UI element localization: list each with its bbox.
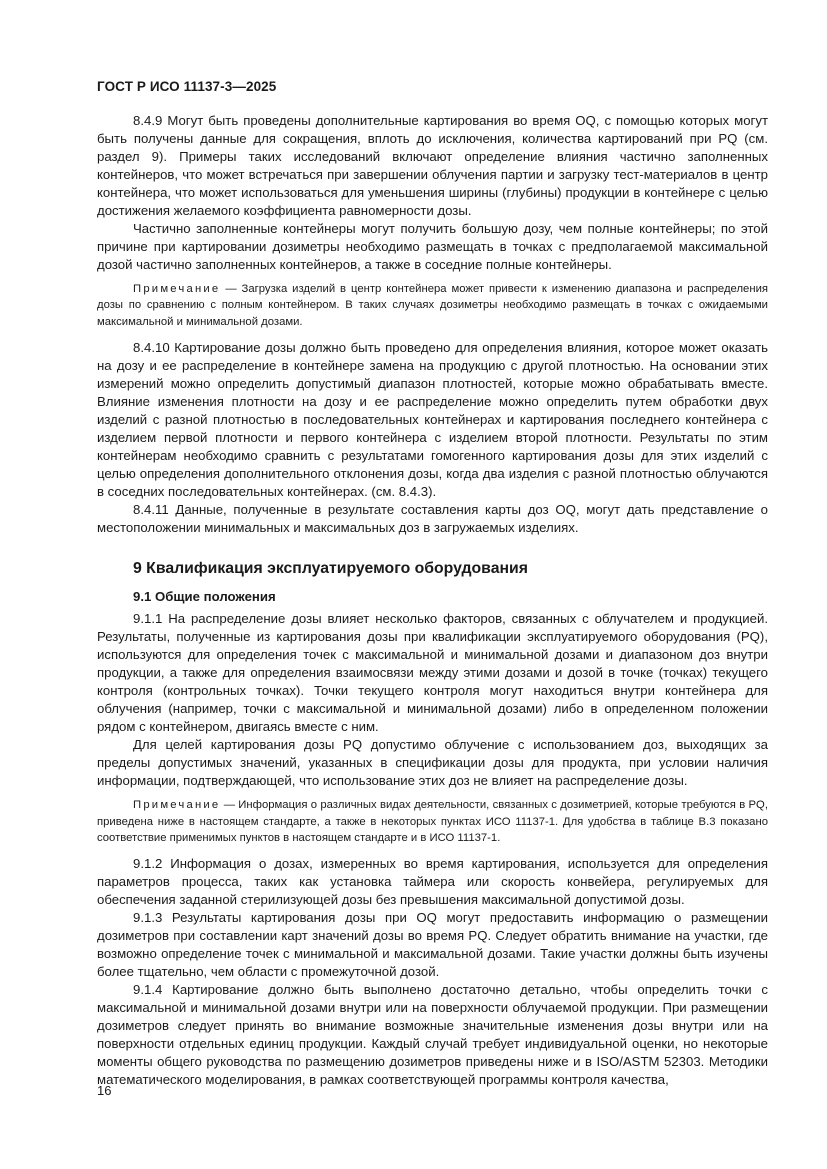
paragraph-8-4-10: 8.4.10 Картирование дозы должно быть проведено для определения влияния, которое может оказать на дозу и ее распределение в контейнере замена на продукцию с другой плотностью. На основании этих измерений можно определить допустимый диапазон плотностей, которые можно обрабатывать вместе. Влияние изменения плотности на дозу и ее распределение можно определить путем обработки двух изделий с разной плотностью в последовательных контейнерах и картирования последнего контейнера с изделием первой плотности и первого контейнера с изделием второй плотности. Результаты по этим контейнерам необходимо сравнить с результатами гомогенного картирования дозы для этих изделий с целью определения дополнительного отклонения дозы, когда два изделия с разной плотностью облучаются в соседних последовательных контейнерах. (см. 8.4.3). bbox=[97, 340, 768, 500]
note-1 bbox=[97, 281, 768, 330]
paragraph-9-1-1-cont: Для целей картирования дозы PQ допустимо облучение с использованием доз, выходящих за пределы допустимых значений, указанных в спецификации дозы для продукта, при условии наличия информации, подтверждающей, что использование этих доз не влияет на распределение дозы. bbox=[97, 737, 768, 789]
note-2-text: — Информация о различных видах деятельности, связанных с дозиметрией, которые требуются в PQ, приведена ниже в настоящем стандарте, а также в некоторых пунктах ИСО 11137-1. Для удобства в таблице B.3 показано соответствие применимых пунктов в настоящем стандарте и в ИСО 11137-1. bbox=[97, 799, 768, 845]
paragraph-9-1-2: 9.1.2 Информация о дозах, измеренных во время картирования, используется для определения параметров процесса, таких как установка таймера или скорость конвейера, регулируемых для обеспечения заданной стерилизующей дозы без превышения максимальной допустимой дозы. bbox=[97, 856, 768, 908]
paragraph-9-1-4: 9.1.4 Картирование должно быть выполнено достаточно детально, чтобы определить точки с максимальной и минимальной дозами внутри или на поверхности облучаемой продукции. При размещении дозиметров следует принять во внимание возможные значительные изменения дозы внутри или на поверхности отдельных единиц продукции. Каждый случай требует индивидуальной оценки, но некоторые моменты общего руководства по размещению дозиметров приведены ниже и в ISO/ASTM 52303. Методики математического моделирования, в рамках соответствующей программы контроля качества, bbox=[97, 982, 768, 1088]
paragraph-8-4-9: 8.4.9 Могут быть проведены дополнительные картирования во время OQ, с помощью которых могут быть получены данные для сокращения, вплоть до исключения, количества картирований при PQ (см. раздел 9). Примеры таких исследований включают определение влияния частично заполненных контейнеров, что может встречаться при завершении облучения партии и загрузку тест-материалов в центр контейнера, что может использоваться для уменьшения ширины (глубины) продукции в контейнере с целью достижения желаемого коэффициента равномерности дозы. bbox=[97, 113, 768, 218]
page-number: 16 bbox=[97, 1083, 112, 1098]
paragraph-9-1-1: 9.1.1 На распределение дозы влияет несколько факторов, связанных с облучателем и продукцией. Результаты, полученные из картирования дозы при квалификации эксплуатируемого оборудования (PQ), используются для определения точек с максимальной и минимальной дозами и диапазоном доз внутри продукции, а также для определения взаимосвязи между этими дозами и дозой в точке (точках) текущего контроля (контрольных точках). Точки текущего контроля могут находиться внутри контейнера для облучения (например, точки с максимальной и минимальной дозами) либо в определенном положении рядом с контейнером, двигаясь вместе с ним. bbox=[97, 611, 768, 735]
document-body bbox=[97, 112, 768, 1089]
document-header: ГОСТ Р ИСО 11137-3—2025 bbox=[97, 79, 277, 94]
paragraph-8-4-9-cont: Частично заполненные контейнеры могут получить большую дозу, чем полные контейнеры; по этой причине при картировании дозиметры необходимо размещать в точках с предполагаемой максимальной дозой частично заполненных контейнеров, а также в соседние полные контейнеры. bbox=[97, 221, 768, 272]
paragraph-9-1-3: 9.1.3 Результаты картирования дозы при OQ могут предоставить информацию о размещении дозиметров при составлении карт значений дозы во время PQ. Следует обратить внимание на участки, где возможно определение точек с минимальной и максимальной дозами. Такие участки должны быть изучены более тщательно, чем области с промежуточной дозой. bbox=[97, 910, 768, 980]
note-2-label: Примечание bbox=[133, 799, 221, 812]
note-1-label: Примечание bbox=[133, 283, 221, 295]
paragraph-8-4-11: 8.4.11 Данные, полученные в результате составления карты доз OQ, могут дать представление о местоположении минимальных и максимальных доз в загружаемых изделиях. bbox=[97, 502, 768, 536]
note-2 bbox=[97, 797, 768, 846]
section-9-title: 9 Квалификация эксплуатируемого оборудования bbox=[133, 560, 528, 578]
note-1-text: — Загрузка изделий в центр контейнера может привести к изменению диапазона и распределения дозы по сравнению с полным контейнером. В таких случаях дозиметры необходимо размещать в точках с ожидаемыми максимальной и минимальной дозами. bbox=[97, 283, 768, 328]
subsection-9-1-title: 9.1 Общие положения bbox=[133, 589, 276, 605]
